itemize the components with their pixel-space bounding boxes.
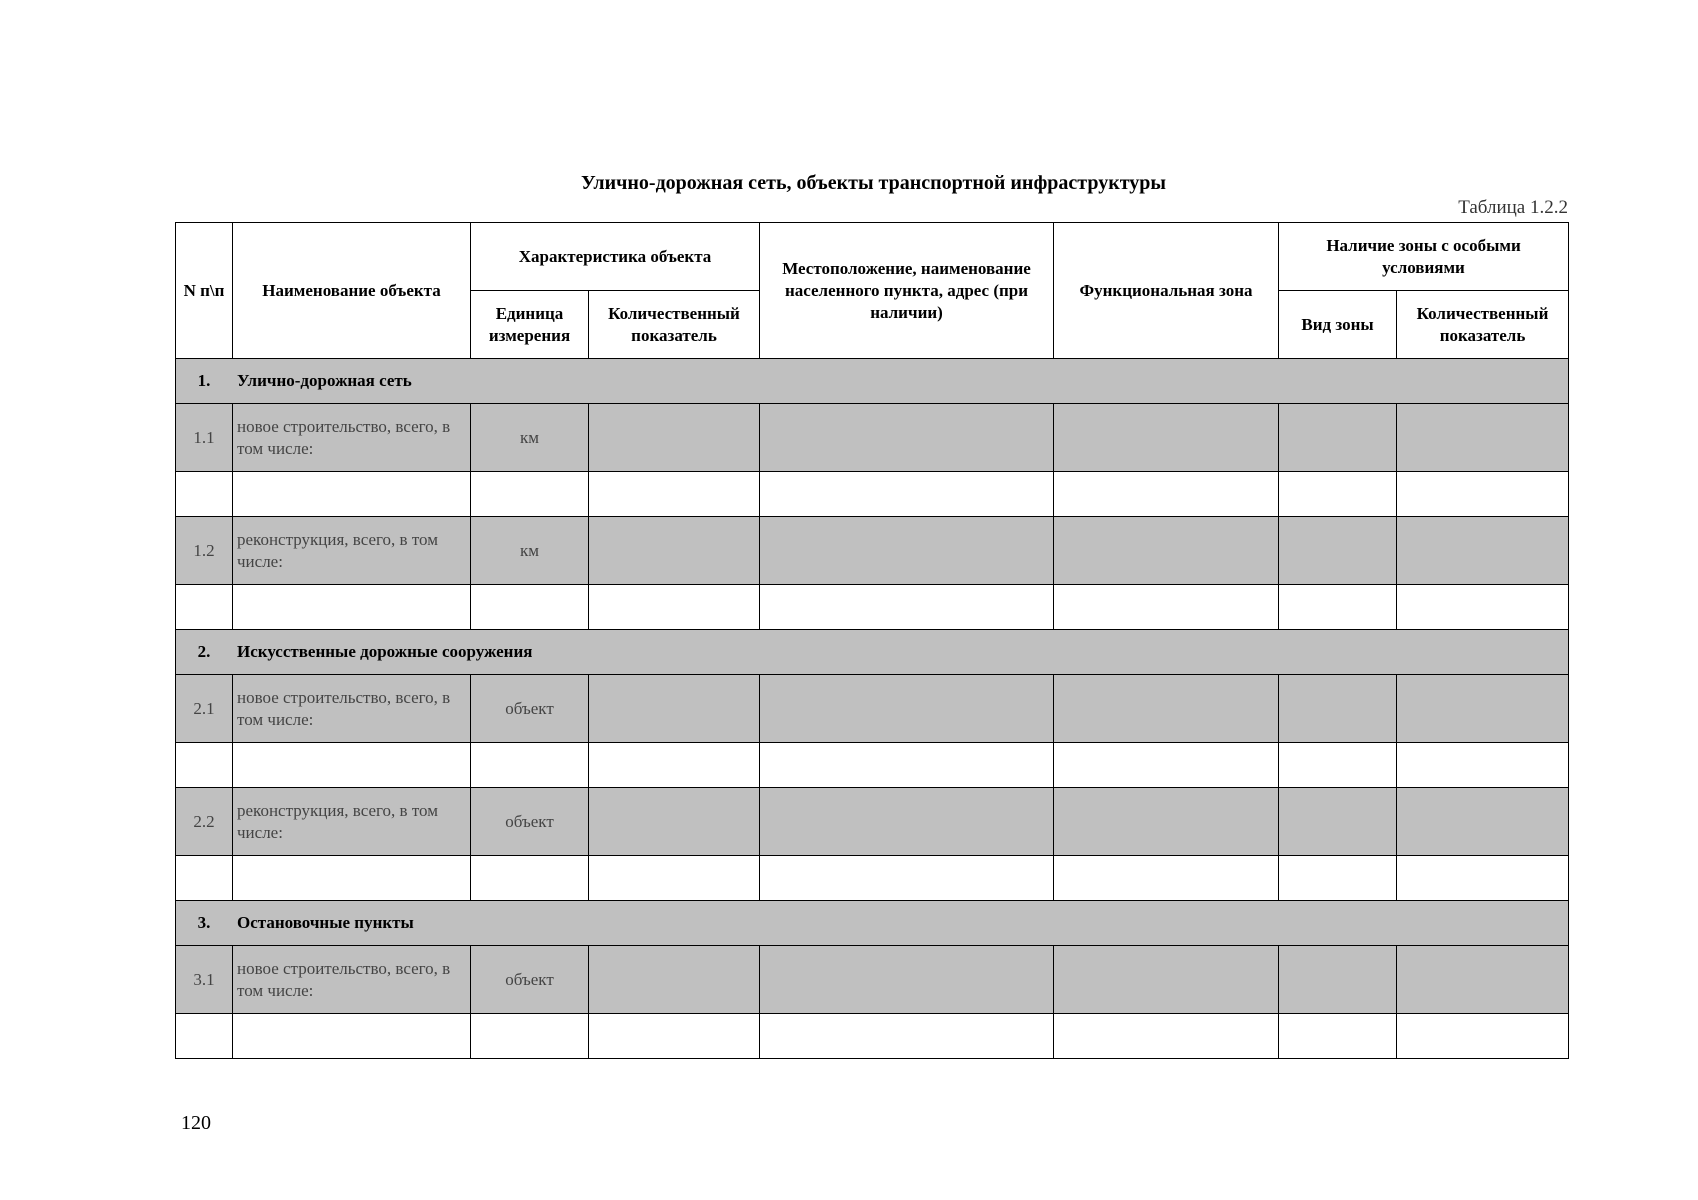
table-body	[176, 359, 1569, 1059]
section-number: 3.	[176, 901, 233, 946]
item-number: 2.1	[176, 675, 233, 743]
item-location-cell	[760, 404, 1054, 472]
header-quantity: Количественный показатель	[589, 291, 760, 359]
page-number: 120	[181, 1112, 211, 1134]
table-number: Таблица 1.2.2	[1458, 197, 1568, 218]
item-unit: объект	[471, 788, 589, 856]
item-zone-quantity-cell	[1397, 788, 1569, 856]
item-functional-zone-cell	[1054, 675, 1279, 743]
header-name: Наименование объекта	[233, 223, 471, 359]
section-number: 2.	[176, 630, 233, 675]
header-zone-type: Вид зоны	[1279, 291, 1397, 359]
item-location-cell	[760, 675, 1054, 743]
item-zone-quantity-cell	[1397, 404, 1569, 472]
table-row	[176, 517, 1569, 585]
item-name: новое строительство, всего, в том числе:	[233, 675, 471, 743]
item-functional-zone-cell	[1054, 404, 1279, 472]
section-row	[176, 630, 1569, 675]
item-quantity-cell	[589, 404, 760, 472]
header-unit: Единица измерения	[471, 291, 589, 359]
item-quantity-cell	[589, 517, 760, 585]
header-location: Местоположение, наименование населенного пункта, адрес (при наличии)	[760, 223, 1054, 359]
header-zone-quantity: Количественный показатель	[1397, 291, 1569, 359]
blank-row	[176, 743, 1569, 788]
table-row	[176, 788, 1569, 856]
item-functional-zone-cell	[1054, 517, 1279, 585]
section-title: Остановочные пункты	[233, 901, 1569, 946]
header-num: N п\п	[176, 223, 233, 359]
table-row	[176, 675, 1569, 743]
item-name: реконструкция, всего, в том числе:	[233, 788, 471, 856]
item-name: новое строительство, всего, в том числе:	[233, 404, 471, 472]
item-zone-quantity-cell	[1397, 517, 1569, 585]
header-characteristic: Характеристика объекта	[471, 223, 760, 291]
infrastructure-table	[175, 222, 1569, 1059]
item-zone-type-cell	[1279, 404, 1397, 472]
blank-row	[176, 856, 1569, 901]
table-row	[176, 404, 1569, 472]
item-unit: объект	[471, 946, 589, 1014]
item-unit: км	[471, 517, 589, 585]
item-number: 3.1	[176, 946, 233, 1014]
table-row	[176, 946, 1569, 1014]
item-location-cell	[760, 788, 1054, 856]
section-row	[176, 359, 1569, 404]
blank-row	[176, 1014, 1569, 1059]
item-unit: км	[471, 404, 589, 472]
item-unit: объект	[471, 675, 589, 743]
item-location-cell	[760, 946, 1054, 1014]
document-title: Улично-дорожная сеть, объекты транспортной инфраструктуры	[580, 172, 1167, 194]
header-special-zone: Наличие зоны с особыми условиями	[1279, 223, 1569, 291]
header-functional-zone: Функциональная зона	[1054, 223, 1279, 359]
item-name: реконструкция, всего, в том числе:	[233, 517, 471, 585]
item-number: 1.1	[176, 404, 233, 472]
item-location-cell	[760, 517, 1054, 585]
item-quantity-cell	[589, 946, 760, 1014]
item-quantity-cell	[589, 788, 760, 856]
section-row	[176, 901, 1569, 946]
item-zone-type-cell	[1279, 517, 1397, 585]
item-number: 2.2	[176, 788, 233, 856]
item-zone-type-cell	[1279, 788, 1397, 856]
section-title: Искусственные дорожные сооружения	[233, 630, 1569, 675]
item-zone-type-cell	[1279, 675, 1397, 743]
section-number: 1.	[176, 359, 233, 404]
section-title: Улично-дорожная сеть	[233, 359, 1569, 404]
item-name: новое строительство, всего, в том числе:	[233, 946, 471, 1014]
item-functional-zone-cell	[1054, 946, 1279, 1014]
item-functional-zone-cell	[1054, 788, 1279, 856]
blank-row	[176, 585, 1569, 630]
item-number: 1.2	[176, 517, 233, 585]
item-zone-quantity-cell	[1397, 675, 1569, 743]
item-zone-quantity-cell	[1397, 946, 1569, 1014]
item-quantity-cell	[589, 675, 760, 743]
blank-row	[176, 472, 1569, 517]
item-zone-type-cell	[1279, 946, 1397, 1014]
